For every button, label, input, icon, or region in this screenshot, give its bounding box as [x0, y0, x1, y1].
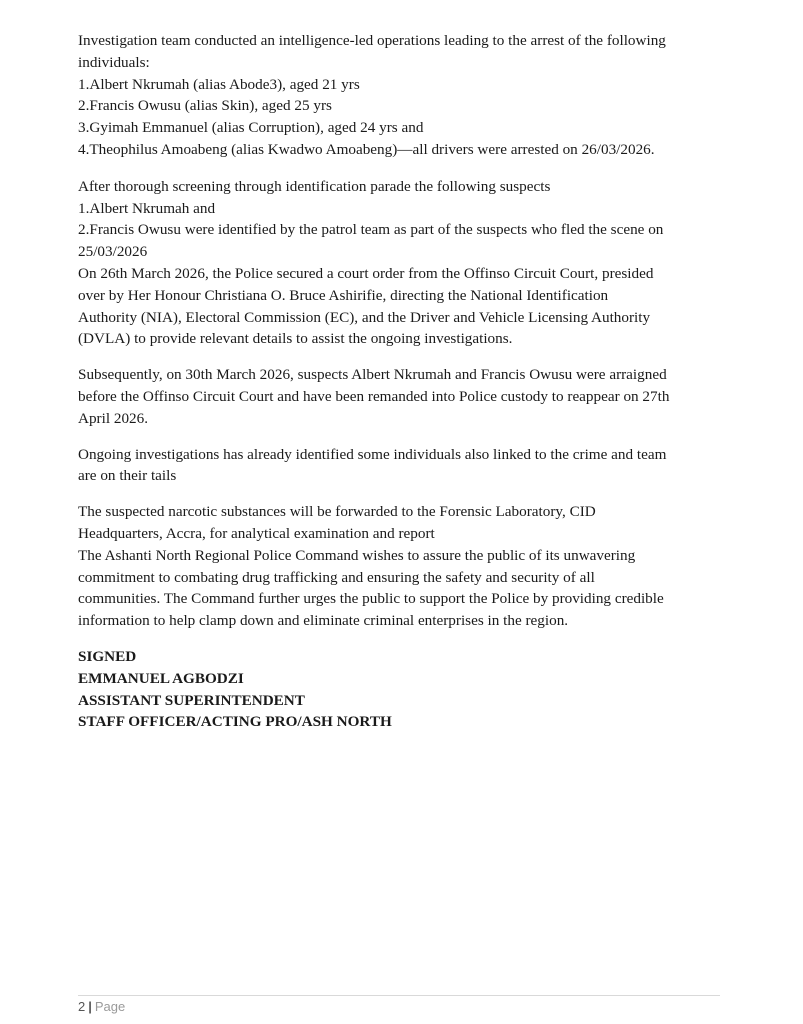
signed-label: SIGNED	[78, 647, 137, 665]
text-line: On 26th March 2026, the Police secured a court order from the Offinso Circuit Court, presided	[78, 264, 654, 282]
text-line: over by Her Honour Christiana O. Bruce Ashirifie, directing the National Identification	[78, 286, 609, 304]
text-line: are on their tails	[78, 467, 177, 485]
text-line: After thorough screening through identification parade the following suspects	[78, 177, 551, 195]
text-line: The suspected narcotic substances will be forwarded to the Forensic Laboratory, CID	[78, 503, 596, 521]
text-line: Subsequently, on 30th March 2026, suspects Albert Nkrumah and Francis Owusu were arraigned	[78, 366, 667, 384]
suspect-list-item: 2.Francis Owusu (alias Skin), aged 25 yrs	[78, 97, 332, 115]
suspect-list-item: 4.Theophilus Amoabeng (alias Kwadwo Amoabeng)—all drivers were arrested on 26/03/2026.	[78, 140, 655, 158]
text-line: April 2026.	[78, 409, 149, 427]
paragraph-spacer	[78, 161, 723, 176]
text-line: commitment to combating drug trafficking and ensuring the safety and security of all	[78, 568, 595, 586]
text-line: Ongoing investigations has already identified some individuals also linked to the crime and team	[78, 445, 667, 463]
arrest-paragraph	[78, 30, 723, 161]
arraignment-paragraph	[78, 364, 723, 429]
paragraph-spacer	[78, 430, 723, 444]
text-line: communities. The Command further urges the public to support the Police by providing credible	[78, 590, 664, 608]
text-line: Authority (NIA), Electoral Commission (EC), and the Driver and Vehicle Licensing Authority	[78, 308, 651, 326]
paragraph-spacer	[78, 487, 723, 501]
page-number: 2	[78, 999, 86, 1014]
text-line: Headquarters, Accra, for analytical examination and report	[78, 524, 435, 542]
forensic-paragraph	[78, 501, 723, 632]
text-line: individuals:	[78, 53, 150, 71]
signatory-rank: ASSISTANT SUPERINTENDENT	[78, 691, 305, 709]
identified-list-item: 1.Albert Nkrumah and	[78, 199, 216, 217]
text-line: 25/03/2026	[78, 243, 148, 261]
document-body	[78, 30, 723, 733]
page-footer	[78, 995, 720, 1014]
page-label: Page	[94, 999, 126, 1014]
suspect-list-item: 1.Albert Nkrumah (alias Abode3), aged 21 yrs	[78, 75, 360, 93]
text-line: Investigation team conducted an intelligence-led operations leading to the arrest of the following	[78, 32, 666, 49]
signatory-name: EMMANUEL AGBODZI	[78, 669, 244, 687]
screening-paragraph	[78, 176, 723, 350]
signature-block	[78, 646, 723, 733]
text-line: before the Offinso Circuit Court and have been remanded into Police custody to reappear on 27th	[78, 387, 670, 405]
paragraph-spacer	[78, 350, 723, 364]
signatory-office: STAFF OFFICER/ACTING PRO/ASH NORTH	[78, 713, 392, 731]
ongoing-paragraph	[78, 444, 723, 488]
suspect-list-item: 3.Gyimah Emmanuel (alias Corruption), aged 24 yrs and	[78, 119, 424, 137]
text-line: information to help clamp down and eliminate criminal enterprises in the region.	[78, 612, 569, 630]
footer-separator: |	[88, 999, 92, 1014]
text-line: (DVLA) to provide relevant details to assist the ongoing investigations.	[78, 330, 513, 348]
text-line: The Ashanti North Regional Police Command wishes to assure the public of its unwavering	[78, 546, 636, 564]
identified-list-item: 2.Francis Owusu were identified by the patrol team as part of the suspects who fled the scene on	[78, 221, 664, 239]
